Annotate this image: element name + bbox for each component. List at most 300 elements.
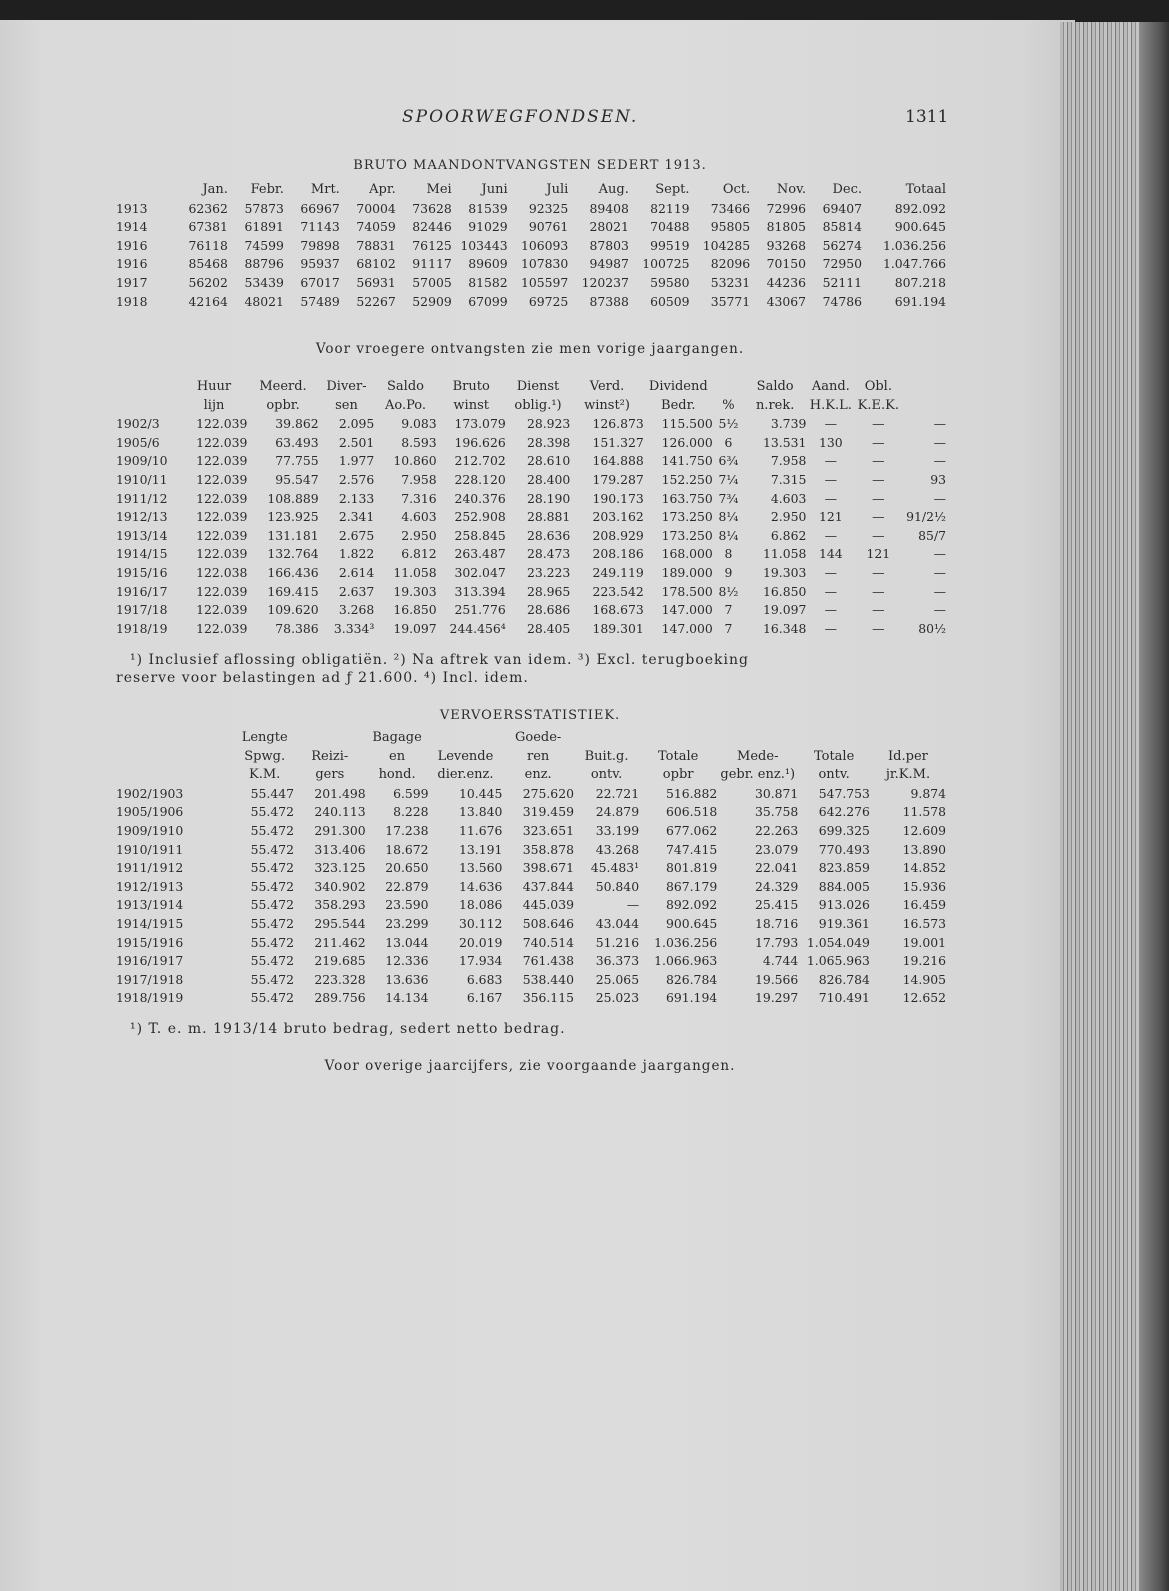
monthly-row-cell: 1.047.766 xyxy=(882,256,946,272)
monthly-row-cell: 1916 xyxy=(116,237,148,253)
finance-row xyxy=(116,620,946,639)
traffic-row-cell: 445.039 xyxy=(522,897,574,913)
monthly-header-row-cell: Oct. xyxy=(722,182,751,197)
traffic-row-cell: 10.445 xyxy=(458,785,503,801)
traffic-row-cell: 19.216 xyxy=(902,953,946,969)
traffic-row-cell: 358.878 xyxy=(522,841,574,857)
traffic-row-cell: 211.462 xyxy=(314,934,366,950)
traffic-row-cell: 22.041 xyxy=(754,860,799,876)
traffic-header-row-cell: Reizi- xyxy=(311,748,349,764)
finance-row-cell: 2.576 xyxy=(338,471,375,487)
finance-row-cell: 4.603 xyxy=(401,509,437,525)
monthly-row xyxy=(116,274,946,293)
traffic-row-cell: 14.852 xyxy=(902,860,946,876)
monthly-row-cell: 81582 xyxy=(468,274,508,290)
finance-row-cell: 1910/11 xyxy=(116,471,168,487)
finance-row-cell: 302.047 xyxy=(454,564,506,580)
finance-row-cell: — xyxy=(824,620,838,636)
traffic-row-cell: 17.793 xyxy=(754,934,799,950)
traffic-header-row-cell: dier.enz. xyxy=(437,767,494,783)
finance-header-row-cell: oblig.¹) xyxy=(514,397,562,413)
finance-header-row-cell: winst²) xyxy=(584,397,630,413)
finance-row-cell: 28.398 xyxy=(526,434,571,450)
page-number: 1311 xyxy=(905,107,949,127)
running-head-title: SPOORWEGFONDSEN. xyxy=(402,107,639,127)
finance-header-row-cell: Saldo xyxy=(387,379,424,394)
finance-row-cell: 173.250 xyxy=(661,509,713,525)
monthly-header-row-cell xyxy=(116,181,172,200)
monthly-row-cell: 104285 xyxy=(702,237,751,253)
finance-row-cell: 3.739 xyxy=(770,416,807,432)
finance-row-cell: 228.120 xyxy=(454,471,506,487)
monthly-row-cell: 60509 xyxy=(650,293,690,309)
traffic-row-cell: 12.609 xyxy=(902,822,946,838)
traffic-row-cell: 55.447 xyxy=(250,785,294,801)
finance-row-cell: 4.603 xyxy=(770,490,807,506)
finance-row-cell: 164.888 xyxy=(592,453,644,469)
traffic-row-cell: 319.459 xyxy=(522,804,574,820)
finance-row-cell: 28.405 xyxy=(526,620,571,636)
finance-header-row-cell xyxy=(116,378,181,397)
traffic-header-row-cell: Buit.g. xyxy=(584,748,629,764)
traffic-header-row-cell xyxy=(639,729,717,748)
finance-header-row-cell: Dividend xyxy=(648,379,708,394)
traffic-row-cell: 13.560 xyxy=(458,860,503,876)
finance-row-cell: 173.079 xyxy=(454,416,506,432)
finance-row-cell: 80½ xyxy=(918,620,946,636)
finance-row-cell: 7 xyxy=(724,620,733,636)
monthly-row-cell: 52111 xyxy=(822,274,863,290)
finance-row-cell: 7.315 xyxy=(770,471,807,487)
traffic-row-cell: 6.683 xyxy=(466,971,503,987)
finance-row-cell: 244.456⁴ xyxy=(449,620,506,636)
finance-row-cell: 1913/14 xyxy=(116,527,168,543)
finance-row-cell: — xyxy=(872,564,885,580)
finance-row-cell: 132.764 xyxy=(267,546,319,562)
monthly-row-cell: 59580 xyxy=(650,274,690,290)
monthly-row-cell: 69725 xyxy=(528,293,569,309)
monthly-row-cell: 92325 xyxy=(528,200,569,216)
traffic-row-cell: 13.890 xyxy=(902,841,946,857)
finance-row-cell: — xyxy=(933,583,946,599)
monthly-row-cell: 93268 xyxy=(766,237,807,253)
finance-header-row-cell xyxy=(116,397,181,416)
traffic-header-row-cell: hond. xyxy=(378,767,416,783)
finance-row-cell: 7.958 xyxy=(401,471,437,487)
finance-row-cell: 8¼ xyxy=(718,527,739,543)
monthly-row-cell: 89609 xyxy=(468,256,508,272)
traffic-row-cell: 33.199 xyxy=(595,822,640,838)
traffic-row-cell: 12.336 xyxy=(385,953,429,969)
finance-row xyxy=(116,527,946,546)
finance-row-cell: 6.862 xyxy=(770,527,807,543)
finance-row-cell: 10.860 xyxy=(393,453,437,469)
traffic-row-cell: 30.112 xyxy=(458,915,503,931)
monthly-row-cell: 73466 xyxy=(710,200,751,216)
traffic-row-cell: 867.179 xyxy=(665,878,718,894)
finance-row-cell: 179.287 xyxy=(592,471,644,487)
finance-header-row-cell: Saldo xyxy=(756,379,794,394)
finance-row-cell: 1912/13 xyxy=(116,509,168,525)
traffic-row-cell: 691.194 xyxy=(665,990,718,1006)
traffic-header-row-cell: gers xyxy=(315,767,345,783)
monthly-row-cell: 81539 xyxy=(468,200,508,216)
monthly-row-cell: 43067 xyxy=(766,293,807,309)
traffic-table-title: VERVOERSSTATISTIEK. xyxy=(439,708,621,723)
finance-row-cell: 122.039 xyxy=(196,490,248,506)
monthly-header-row-cell: Totaal xyxy=(905,182,946,197)
finance-row-cell: 95.547 xyxy=(275,471,319,487)
monthly-row xyxy=(116,200,946,219)
monthly-row-cell: 72950 xyxy=(822,256,863,272)
monthly-row-cell: 61891 xyxy=(244,219,284,235)
monthly-row-cell: 56274 xyxy=(822,237,863,253)
traffic-row-cell: 55.472 xyxy=(250,915,294,931)
traffic-row-cell: 20.019 xyxy=(458,934,503,950)
finance-header-row xyxy=(116,397,946,416)
finance-row-cell: 123.925 xyxy=(267,509,319,525)
finance-row-cell: 122.039 xyxy=(196,416,248,432)
monthly-header-row-cell: Juni xyxy=(481,182,508,197)
monthly-row-cell: 88796 xyxy=(244,256,284,272)
finance-row-cell: 168.673 xyxy=(592,602,644,618)
traffic-header-row-cell xyxy=(870,729,946,748)
traffic-row-cell: 25.415 xyxy=(754,897,799,913)
traffic-row-cell: 1909/1910 xyxy=(116,822,184,838)
finance-row-cell: 6 xyxy=(724,434,733,450)
traffic-row-cell: 36.373 xyxy=(595,953,640,969)
traffic-row-cell: 35.758 xyxy=(754,804,799,820)
traffic-row-cell: 18.716 xyxy=(754,915,799,931)
traffic-header-row-cell: Lengte xyxy=(241,730,288,745)
finance-row-cell: — xyxy=(933,546,946,562)
traffic-header-row-cell: Mede- xyxy=(737,748,779,764)
traffic-row-cell: 23.299 xyxy=(385,915,429,931)
monthly-row-cell: 68102 xyxy=(356,256,396,272)
traffic-row-cell: 1.065.963 xyxy=(806,953,870,969)
traffic-row-cell: 23.590 xyxy=(385,897,429,913)
finance-row-cell: 3.334³ xyxy=(333,620,375,636)
monthly-row xyxy=(116,293,946,312)
traffic-row-cell: 50.840 xyxy=(595,878,640,894)
traffic-row-cell: 313.406 xyxy=(314,841,366,857)
finance-row-cell: — xyxy=(824,490,838,506)
traffic-row-cell: 1915/1916 xyxy=(116,934,184,950)
finance-row-cell: 208.186 xyxy=(592,546,644,562)
finance-row-cell: 9.083 xyxy=(401,416,437,432)
finance-header-row-cell: n.rek. xyxy=(755,397,795,413)
finance-header-row-cell: Diver- xyxy=(326,379,367,394)
finance-row-cell: 1.977 xyxy=(338,453,375,469)
monthly-header-row xyxy=(116,181,946,200)
finance-header-row-cell: Ao.Po. xyxy=(384,397,427,413)
traffic-row-cell: 323.651 xyxy=(522,822,574,838)
traffic-row-cell: 323.125 xyxy=(314,860,366,876)
finance-row-cell: 8.593 xyxy=(401,434,437,450)
traffic-row-cell: 16.573 xyxy=(902,915,946,931)
finance-row-cell: 313.394 xyxy=(454,583,506,599)
finance-row-cell: 7.316 xyxy=(401,490,437,506)
finance-header-row-cell: Meerd. xyxy=(259,379,307,394)
monthly-row-cell: 120237 xyxy=(581,274,629,290)
finance-row-cell: 1915/16 xyxy=(116,564,168,580)
finance-row-cell: 108.889 xyxy=(267,490,319,506)
finance-row-cell: — xyxy=(872,583,885,599)
finance-row-cell: 2.950 xyxy=(401,527,437,543)
traffic-row-cell: 538.440 xyxy=(522,971,574,987)
monthly-row-cell: 76125 xyxy=(412,237,452,253)
monthly-header-row-cell: Nov. xyxy=(776,182,807,197)
monthly-row-cell: 100725 xyxy=(642,256,690,272)
traffic-row-cell: 747.415 xyxy=(665,841,718,857)
traffic-row-cell: 1917/1918 xyxy=(116,971,184,987)
traffic-row-cell: 55.472 xyxy=(250,934,294,950)
traffic-row-cell: 18.086 xyxy=(458,897,503,913)
finance-row-cell: 168.000 xyxy=(661,546,713,562)
monthly-header-row-cell: Dec. xyxy=(832,182,863,197)
monthly-row-cell: 105597 xyxy=(520,274,569,290)
traffic-row-cell: 55.472 xyxy=(250,990,294,1006)
finance-row-cell: 109.620 xyxy=(267,602,319,618)
finance-footnote-2: reserve voor belastingen ad ƒ 21.600. ⁴) Incl. idem. xyxy=(116,670,529,686)
finance-row-cell: 19.303 xyxy=(393,583,437,599)
traffic-row xyxy=(116,952,946,971)
traffic-row-cell: 1902/1903 xyxy=(116,785,184,801)
traffic-row-cell: 16.459 xyxy=(902,897,946,913)
traffic-row-cell: 826.784 xyxy=(665,971,718,987)
finance-row-cell: 122.039 xyxy=(196,453,248,469)
traffic-row-cell: 19.001 xyxy=(902,934,946,950)
finance-row-cell: 85/7 xyxy=(918,527,946,543)
traffic-row-cell: 1.066.963 xyxy=(654,953,718,969)
traffic-header-row-cell: opbr xyxy=(662,767,694,783)
monthly-header-row-cell: Febr. xyxy=(250,182,284,197)
finance-row-cell: 263.487 xyxy=(454,546,506,562)
finance-row-cell: 16.850 xyxy=(762,583,807,599)
traffic-header-row-cell xyxy=(294,729,366,748)
finance-row-cell: 91/2½ xyxy=(906,509,946,525)
traffic-row-cell: 547.753 xyxy=(818,785,870,801)
traffic-header-row-cell xyxy=(116,766,235,785)
finance-row-cell: 126.000 xyxy=(661,434,713,450)
finance-row-cell: 147.000 xyxy=(661,620,713,636)
finance-row-cell: 208.929 xyxy=(592,527,644,543)
monthly-note: Voor vroegere ontvangsten zie men vorige jaargangen. xyxy=(315,341,745,357)
monthly-row-cell: 1.036.256 xyxy=(882,237,946,253)
traffic-row-cell: 340.902 xyxy=(314,878,366,894)
traffic-header-row xyxy=(116,766,946,785)
finance-row-cell: 19.097 xyxy=(393,620,437,636)
finance-row-cell: 2.950 xyxy=(770,509,807,525)
monthly-row-cell: 70004 xyxy=(356,200,396,216)
monthly-row-cell: 1917 xyxy=(116,274,148,290)
finance-row-cell: 190.173 xyxy=(592,490,644,506)
traffic-row-cell: 18.672 xyxy=(385,841,429,857)
finance-header-row-cell: sen xyxy=(335,397,358,413)
finance-row-cell: — xyxy=(872,434,885,450)
traffic-row-cell: 11.676 xyxy=(458,822,503,838)
finance-row-cell: 1902/3 xyxy=(116,416,160,432)
traffic-header-row xyxy=(116,748,946,767)
finance-row-cell: 78.386 xyxy=(275,620,319,636)
monthly-row-cell: 35771 xyxy=(710,293,751,309)
finance-row-cell: 151.327 xyxy=(592,434,644,450)
finance-row-cell: — xyxy=(824,602,838,618)
finance-row-cell: 169.415 xyxy=(267,583,319,599)
finance-row-cell: 212.702 xyxy=(454,453,506,469)
traffic-header-row-cell: Goede- xyxy=(515,730,562,745)
traffic-row xyxy=(116,859,946,878)
finance-row-cell: 2.637 xyxy=(338,583,375,599)
finance-row-cell: 11.058 xyxy=(393,564,437,580)
traffic-row-cell: 240.113 xyxy=(314,804,366,820)
finance-row xyxy=(116,583,946,602)
traffic-row-cell: 19.297 xyxy=(754,990,799,1006)
traffic-header-row-cell: ren xyxy=(527,748,550,764)
finance-row-cell: — xyxy=(872,509,885,525)
monthly-row-cell: 67099 xyxy=(468,293,508,309)
traffic-header-row-cell xyxy=(116,748,235,767)
finance-row-cell: 122.039 xyxy=(196,509,248,525)
traffic-row-cell: 770.493 xyxy=(818,841,870,857)
monthly-row-cell: 66967 xyxy=(300,200,340,216)
finance-row-cell: 77.755 xyxy=(275,453,319,469)
finance-header-row-cell: opbr. xyxy=(266,397,300,413)
traffic-row xyxy=(116,878,946,897)
finance-row xyxy=(116,601,946,620)
finance-row-cell: 251.776 xyxy=(454,602,506,618)
monthly-row-cell: 76118 xyxy=(188,237,228,253)
finance-row-cell: 19.097 xyxy=(762,602,807,618)
traffic-row-cell: 15.936 xyxy=(902,878,946,894)
monthly-row-cell: 28021 xyxy=(589,219,629,235)
traffic-row-cell: 275.620 xyxy=(522,785,574,801)
finance-row-cell: 7¼ xyxy=(718,471,739,487)
finance-row-cell: — xyxy=(872,527,885,543)
finance-row-cell: 122.039 xyxy=(196,620,248,636)
traffic-row-cell: 398.671 xyxy=(522,860,574,876)
finance-row-cell: 7 xyxy=(724,602,733,618)
finance-row-cell: 28.965 xyxy=(526,583,571,599)
traffic-row-cell: 761.438 xyxy=(522,953,574,969)
finance-row-cell: — xyxy=(933,416,946,432)
traffic-row-cell: 1.054.049 xyxy=(806,934,870,950)
traffic-header-row-cell xyxy=(798,729,870,748)
finance-row-cell: 23.223 xyxy=(526,564,571,580)
monthly-header-row-cell: Sept. xyxy=(655,182,690,197)
monthly-row xyxy=(116,255,946,274)
monthly-row-cell: 82446 xyxy=(412,219,452,235)
finance-row-cell: 1914/15 xyxy=(116,546,168,562)
traffic-row-cell: 24.879 xyxy=(595,804,640,820)
monthly-row-cell: 56931 xyxy=(356,274,396,290)
finance-row xyxy=(116,490,946,509)
traffic-row-cell: 24.329 xyxy=(754,878,799,894)
finance-row-cell: 122.039 xyxy=(196,527,248,543)
monthly-row-cell: 95805 xyxy=(710,219,751,235)
monthly-row-cell: 1918 xyxy=(116,293,148,309)
finance-row-cell: 240.376 xyxy=(454,490,506,506)
finance-row-cell: 28.686 xyxy=(526,602,571,618)
monthly-row-cell: 62362 xyxy=(188,200,228,216)
monthly-row-cell: 87803 xyxy=(589,237,629,253)
finance-row-cell: 28.881 xyxy=(526,509,571,525)
traffic-row-cell: 826.784 xyxy=(818,971,870,987)
monthly-row-cell: 72996 xyxy=(766,200,807,216)
finance-row-cell: — xyxy=(933,602,946,618)
finance-row-cell: — xyxy=(872,620,885,636)
traffic-header-row-cell: ontv. xyxy=(590,767,623,783)
traffic-header-row-cell: Bagage xyxy=(372,730,422,745)
finance-row-cell: 39.862 xyxy=(275,416,319,432)
monthly-row-cell: 85468 xyxy=(188,256,228,272)
finance-row-cell: — xyxy=(872,471,885,487)
traffic-row xyxy=(116,803,946,822)
finance-row-cell: — xyxy=(872,453,885,469)
traffic-row-cell: 900.645 xyxy=(665,915,718,931)
finance-row-cell: 126.873 xyxy=(592,416,644,432)
finance-row-cell: 28.923 xyxy=(526,416,571,432)
finance-row-cell: 115.500 xyxy=(661,416,713,432)
traffic-row-cell: 13.044 xyxy=(385,934,429,950)
traffic-row-cell: 12.652 xyxy=(902,990,946,1006)
traffic-row-cell: 1916/1917 xyxy=(116,953,184,969)
finance-row-cell: — xyxy=(872,602,885,618)
finance-row-cell: 258.845 xyxy=(454,527,506,543)
finance-row-cell: 189.000 xyxy=(661,564,713,580)
finance-row-cell: 1905/6 xyxy=(116,434,160,450)
traffic-row-cell: 223.328 xyxy=(314,971,366,987)
monthly-row-cell: 57005 xyxy=(412,274,452,290)
traffic-header-row-cell: Totale xyxy=(657,748,699,764)
monthly-row xyxy=(116,218,946,237)
traffic-row-cell: 25.023 xyxy=(595,990,640,1006)
finance-header-row-cell: Verd. xyxy=(589,379,625,394)
traffic-row-cell: 25.065 xyxy=(595,971,640,987)
monthly-row xyxy=(116,237,946,256)
finance-row-cell: 16.850 xyxy=(393,602,437,618)
traffic-row-cell: 55.472 xyxy=(250,953,294,969)
finance-row-cell: — xyxy=(824,583,838,599)
traffic-row-cell: 20.650 xyxy=(385,860,429,876)
finance-row-cell: 1917/18 xyxy=(116,602,168,618)
finance-row xyxy=(116,415,946,434)
traffic-statistics-table xyxy=(116,729,946,1008)
traffic-row-cell: 699.325 xyxy=(818,822,870,838)
finance-row-cell: — xyxy=(824,564,838,580)
finance-row-cell: 8½ xyxy=(718,583,739,599)
traffic-header-row-cell: jr.K.M. xyxy=(885,767,931,783)
monthly-row-cell: 78831 xyxy=(356,237,396,253)
monthly-row-cell: 42164 xyxy=(188,293,228,309)
finance-row-cell: 122.039 xyxy=(196,583,248,599)
traffic-row-cell: 437.844 xyxy=(522,878,574,894)
traffic-row xyxy=(116,934,946,953)
traffic-row-cell: 1.036.256 xyxy=(654,934,718,950)
finance-row-cell: 93 xyxy=(930,471,946,487)
finance-row-cell: 121 xyxy=(866,546,891,562)
monthly-row-cell: 106093 xyxy=(520,237,569,253)
finance-row-cell: 130 xyxy=(819,434,843,450)
traffic-row-cell: 1914/1915 xyxy=(116,915,184,931)
monthly-table-title: BRUTO MAANDONTVANGSTEN SEDERT 1913. xyxy=(353,158,707,173)
monthly-row-cell: 91117 xyxy=(412,256,452,272)
finance-row-cell: 63.493 xyxy=(275,434,319,450)
finance-row-cell: 6¾ xyxy=(718,453,739,469)
finance-row-cell: 16.348 xyxy=(762,620,807,636)
traffic-row-cell: 291.300 xyxy=(314,822,366,838)
finance-row-cell: 1.822 xyxy=(338,546,375,562)
